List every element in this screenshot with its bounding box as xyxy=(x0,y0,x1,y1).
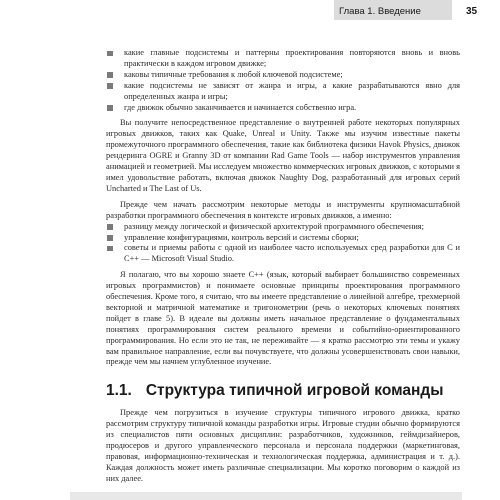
list-item: управление конфигурациями, контроль версий и системы сборки; xyxy=(106,233,460,244)
list-item: где движок обычно заканчивается и начинается собственно игра. xyxy=(106,103,460,114)
running-header-chapter-title: Глава 1. Введение xyxy=(339,6,421,17)
square-bullet-icon xyxy=(107,51,113,57)
paragraph-engines: Вы получите непосредственное представление о внутренней работе некоторых популярных игровых движков, таких как Quake, Unreal и Unity. Также мы изучим известные пакеты промежуточного программного обеспечения, такие как библиотека физики Havok Physics, движок рендеринга OGRE и Granny 3D от компании Rad Game Tools — набор инструментов управления анимацией и геометрией. Мы исследуем множество коммерческих игровых движков, с которыми я имел удовольствие работать, включая движок Naughty Dog, разработанный для игровых серий Uncharted и The Last of Us. xyxy=(106,118,460,193)
square-bullet-icon xyxy=(107,72,113,78)
bullet-list-top xyxy=(106,48,460,113)
page-body xyxy=(106,48,460,485)
list-item: какие подсистемы не зависят от жанра и игры, а какие разрабатываются явно для определенных жанра и игры; xyxy=(106,81,460,103)
square-bullet-icon xyxy=(107,83,113,89)
square-bullet-icon xyxy=(107,105,113,111)
square-bullet-icon xyxy=(107,246,113,252)
section-title: Структура типичной игровой команды xyxy=(145,382,444,400)
paragraph-prerequisites: Я полагаю, что вы хорошо знаете C++ (язык, который выбирает большинство современных игровых программистов) и понимаете основные принципы проектирования программного обеспечения. Кроме того, я считаю, что вы имеете представление о линейной алгебре, трехмерной векторной и матричной математике и тригонометрии (речь о некоторых ключевых понятиях пойдет в главе 5). В идеале вы должны иметь начальное представление о фундаментальных понятиях программирования систем реального времени и событийно-ориентированного программирования. Но если это не так, не переживайте — я кратко рассмотрю эти темы и укажу вам правильное направление, если вы почувствуете, что должны усовершенствовать свои навыки, прежде чем мы начнем углубленное изучение. xyxy=(106,270,460,367)
section-number: 1.1. xyxy=(106,382,132,400)
list-item: советы и приемы работы с одной из наиболее часто используемых сред разработки для C и C++ — Microsoft Visual Studio. xyxy=(106,243,460,265)
page-number: 35 xyxy=(466,6,478,17)
square-bullet-icon xyxy=(107,224,113,230)
section-heading xyxy=(106,382,460,400)
bullet-list-bottom xyxy=(106,222,460,266)
paragraph-team-structure: Прежде чем погрузиться в изучение структуры типичного игрового движка, кратко рассмотрим структуру типичной команды разработки игры. Игровые студии обычно формируются из специалистов пяти основных дисциплин: разработчиков, художников, геймдизайнеров, продюсеров и другого управленческого персонала и персонала поддержки (маркетинговая, правовая, информационно-техническая и технологическая поддержка, администрация и т. д.). Каждая должность может иметь различные специализации. Мы коротко поговорим о каждой из них далее. xyxy=(106,408,460,483)
list-item: какие главные подсистемы и паттерны проектирования повторяются вновь и вновь практически в каждом игровом движке; xyxy=(106,48,460,70)
list-item: разницу между логической и физической архитектурой программного обеспечения; xyxy=(106,222,460,233)
footer-bar xyxy=(70,492,462,500)
square-bullet-icon xyxy=(107,235,113,241)
list-item: каковы типичные требования к любой ключевой подсистеме; xyxy=(106,70,460,81)
paragraph-methods-intro: Прежде чем начать рассмотрим некоторые методы и инструменты крупномасштабной разработки программного обеспечения в контексте игровых движков, а именно: xyxy=(106,199,460,220)
